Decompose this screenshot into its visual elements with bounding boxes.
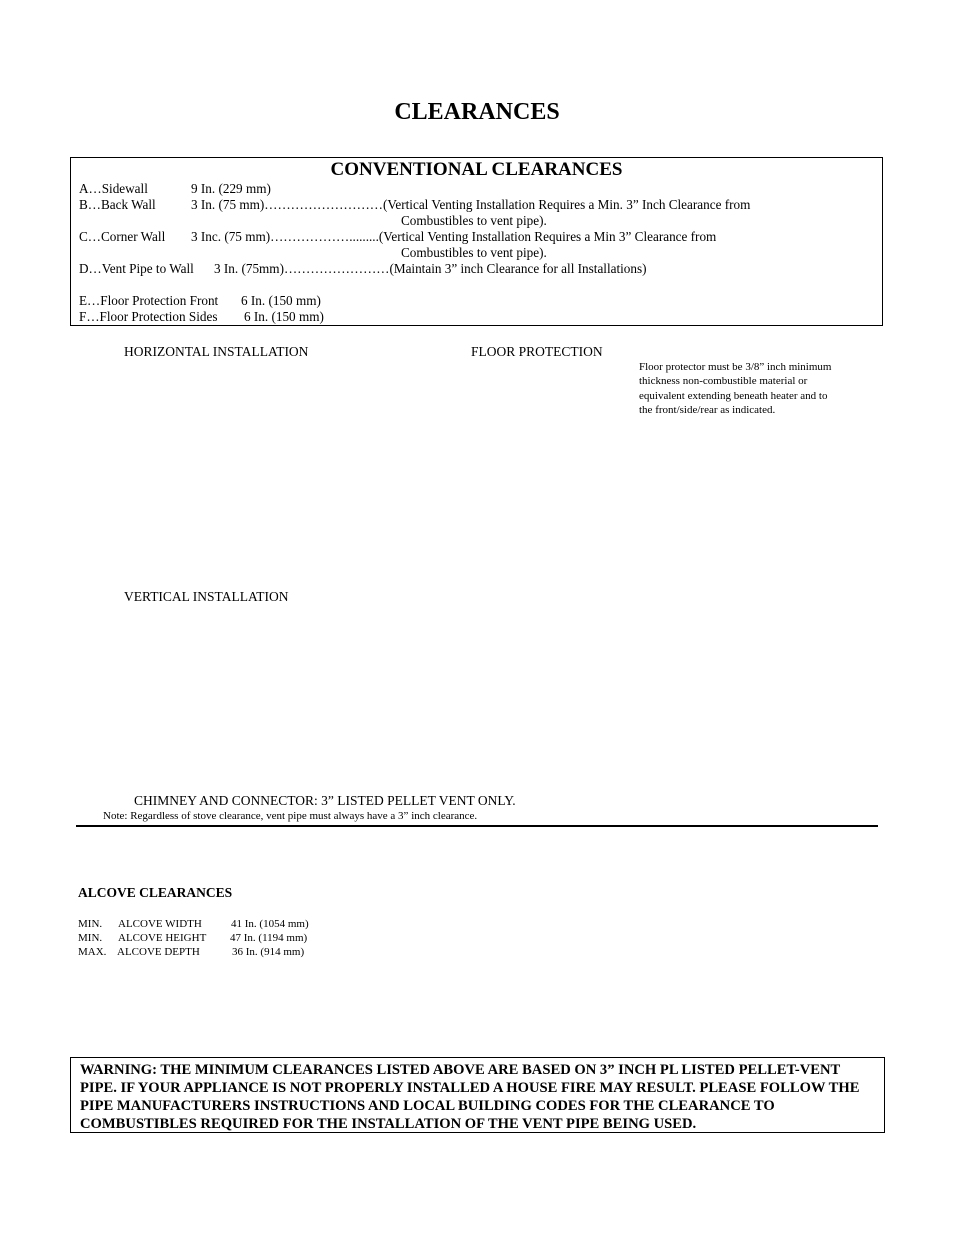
alcove-label: ALCOVE HEIGHT — [118, 932, 207, 944]
alcove-clearances-heading: ALCOVE CLEARANCES — [78, 885, 233, 900]
clearance-value: 9 In. (229 mm) — [191, 181, 271, 196]
alcove-qualifier: MIN. — [78, 932, 103, 944]
clearance-label: B…Back Wall — [79, 197, 156, 212]
alcove-value: 41 In. (1054 mm) — [231, 918, 309, 930]
clearance-label: F…Floor Protection Sides — [79, 309, 218, 324]
clearance-label: D…Vent Pipe to Wall — [79, 261, 194, 276]
alcove-label: ALCOVE WIDTH — [118, 918, 202, 930]
warning-text: WARNING: THE MINIMUM CLEARANCES LISTED ABOVE ARE BASED ON 3” INCH PL LISTED PELLET-VENT PIPE. IF YOUR APPLIANCE IS NOT PROPERLY INSTALLED A HOUSE FIRE MAY RESULT. PLEASE FOLLOW THE PIPE MANUFACTURERS INSTRUCTIONS AND LOCAL BUILDING CODES FOR THE CLEARANCE TO COMBUSTIBLES REQUIRED FOR THE INSTALLATION OF THE VENT PIPE BEING USED. — [80, 1062, 860, 1132]
alcove-value: 36 In. (914 mm) — [232, 946, 305, 958]
floor-protection-heading: FLOOR PROTECTION — [471, 344, 603, 359]
clearance-note: Combustibles to vent pipe). — [401, 245, 547, 260]
warning-box — [70, 1057, 885, 1133]
alcove-qualifier: MAX. — [78, 946, 107, 958]
clearance-label: A…Sidewall — [79, 181, 148, 196]
page-title: CLEARANCES — [394, 99, 560, 125]
alcove-qualifier: MIN. — [78, 918, 103, 930]
chimney-connector-text: CHIMNEY AND CONNECTOR: 3” LISTED PELLET VENT ONLY. — [134, 793, 516, 808]
horizontal-installation-heading: HORIZONTAL INSTALLATION — [124, 344, 309, 359]
clearance-row-sidewall — [79, 181, 148, 197]
clearance-note: Combustibles to vent pipe). — [401, 213, 547, 228]
divider — [76, 825, 878, 827]
conventional-clearances-box — [70, 157, 883, 326]
floor-protection-text: Floor protector must be 3/8” inch minimum thickness non-combustible material or equivalent extending beneath heater and to the front/side/rear as indicated. — [639, 361, 832, 416]
clearance-label: E…Floor Protection Front — [79, 293, 219, 308]
vertical-installation-heading: VERTICAL INSTALLATION — [124, 589, 289, 604]
clearance-value: 6 In. (150 mm) — [241, 293, 321, 308]
vent-note: Note: Regardless of stove clearance, vent pipe must always have a 3” inch clearance. — [103, 810, 478, 822]
clearance-value: 3 Inc. (75 mm)……………….........(Vertical Venting Installation Requires a Min 3” Clearance from — [191, 229, 717, 244]
clearance-value: 3 In. (75mm)……………………(Maintain 3” inch Clearance for all Installations) — [214, 261, 647, 276]
clearance-value: 6 In. (150 mm) — [244, 309, 324, 324]
conventional-clearances-title: CONVENTIONAL CLEARANCES — [330, 159, 623, 180]
clearance-label: C…Corner Wall — [79, 229, 166, 244]
clearance-value: 3 In. (75 mm)………………………(Vertical Venting Installation Requires a Min. 3” Inch Clearance from — [191, 197, 751, 212]
alcove-value: 47 In. (1194 mm) — [230, 932, 308, 944]
alcove-label: ALCOVE DEPTH — [117, 946, 200, 958]
